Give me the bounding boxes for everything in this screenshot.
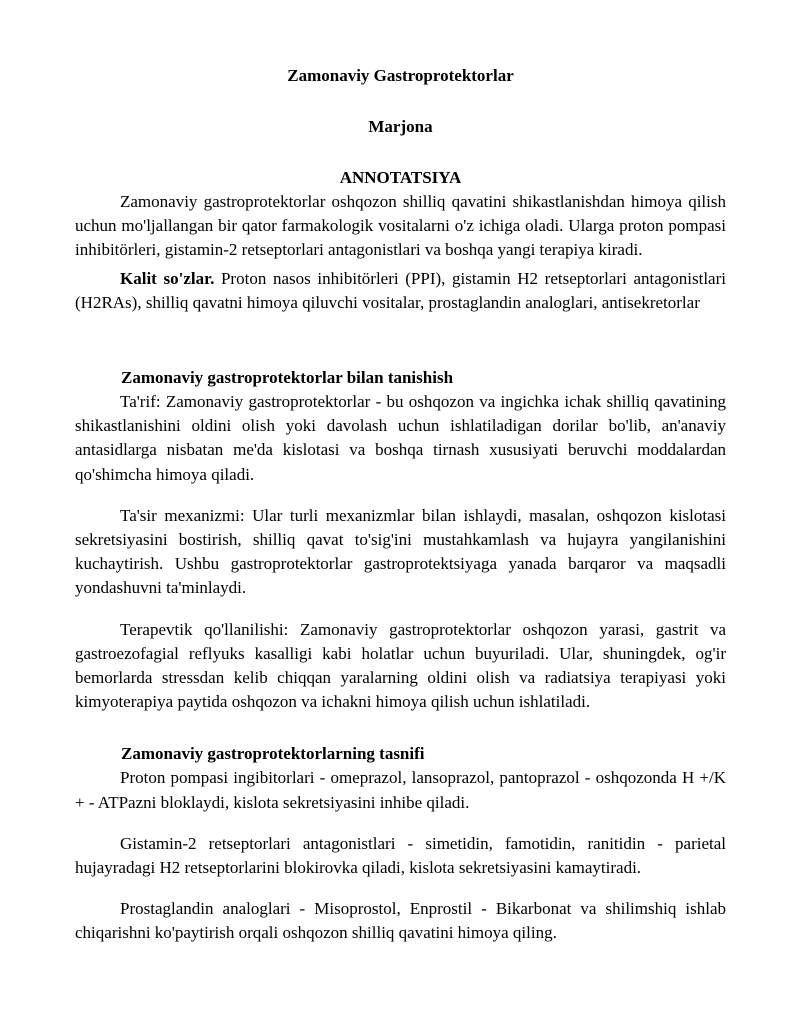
prostaglandin-paragraph: Prostaglandin analoglari - Misoprostol, Enprostil - Bikarbonat va shilimshiq ishlab chiqarishni ko'paytirish orqali oshqozon shilliq qavatini himoya qiling. (75, 899, 726, 943)
annotation-paragraph: Zamonaviy gastroprotektorlar oshqozon shilliq qavatini shikastlanishdan himoya qilish uchun mo'ljallangan bir qator farmakologik vositalarni o'z ichiga oladi. Ularga proton pompasi inhibitörleri, gistamin-2 retseptorlari antagonistlari va boshqa yangi terapiya kiradi. (75, 192, 726, 260)
section-heading-classification: Zamonaviy gastroprotektorlarning tasnifi (121, 744, 425, 764)
h2-antagonists-paragraph: Gistamin-2 retseptorlari antagonistlari - simetidin, famotidin, ranitidin - parietal hujayradagi H2 retseptorlarini blokirovka qiladi, kislota sekretsiyasini kamaytiradi. (75, 833, 726, 878)
keywords-paragraph (75, 267, 726, 315)
definition-paragraph: Ta'rif: Zamonaviy gastroprotektorlar - bu oshqozon va ingichka ichak shilliq qavatining shikastlanishini oldini olish yoki davolash uchun ishlatiladigan dorilar bo'lib, an'anaviy antasidlarga nisbatan me'da kislotasi va boshqa tirnash xususiyati beruvchi moddalardan qo'shimcha himoya qiladi. (75, 392, 726, 484)
annotation-heading: ANNOTATSIYA (339, 168, 462, 187)
therapeutic-use-paragraph: Terapevtik qo'llanilishi: Zamonaviy gastroprotektorlar oshqozon yarasi, gastrit va gastroezofagial reflyuks kasalligi kabi holatlar uchun buyuriladi. Ular, shuningdek, og'ir bemorlarda stressdan kelib chiqqan yaralarning oldini olish va radiatsiya terapiyasi yoki kimyoterapiya paytida oshqozon va ichakni himoya qilish uchun ishlatiladi. (75, 619, 726, 712)
ppi-paragraph: Proton pompasi ingibitorlari - omeprazol, lansoprazol, pantoprazol - oshqozonda H +/K + - ATPazni bloklaydi, kislota sekretsiyasini inhibe qiladi. (75, 768, 726, 812)
keywords-text: Proton nasos inhibitörleri (PPI), gistamin H2 retseptorlari antagonistlari (H2RAs), shilliq qavatni himoya qiluvchi vositalar, prostaglandin analoglari, antisekretorlar (75, 268, 726, 312)
author-name: Marjona (368, 117, 433, 136)
section-heading-introduction: Zamonaviy gastroprotektorlar bilan tanishish (121, 368, 454, 388)
document-page (75, 0, 726, 946)
mechanism-paragraph: Ta'sir mexanizmi: Ular turli mexanizmlar bilan ishlaydi, masalan, oshqozon kislotasi sekretsiyasini bostirish, shilliq qavat to'sig'ini mustahkamlash va hujayra yangilanishini kuchaytirish. Ushbu gastroprotektorlar gastroprotektsiyaga yanada barqaror va maqsadli yondashuvni ta'minlaydi. (75, 505, 726, 598)
keywords-label: Kalit so'zlar. (120, 268, 215, 288)
document-title: Zamonaviy Gastroprotektorlar (287, 66, 514, 85)
